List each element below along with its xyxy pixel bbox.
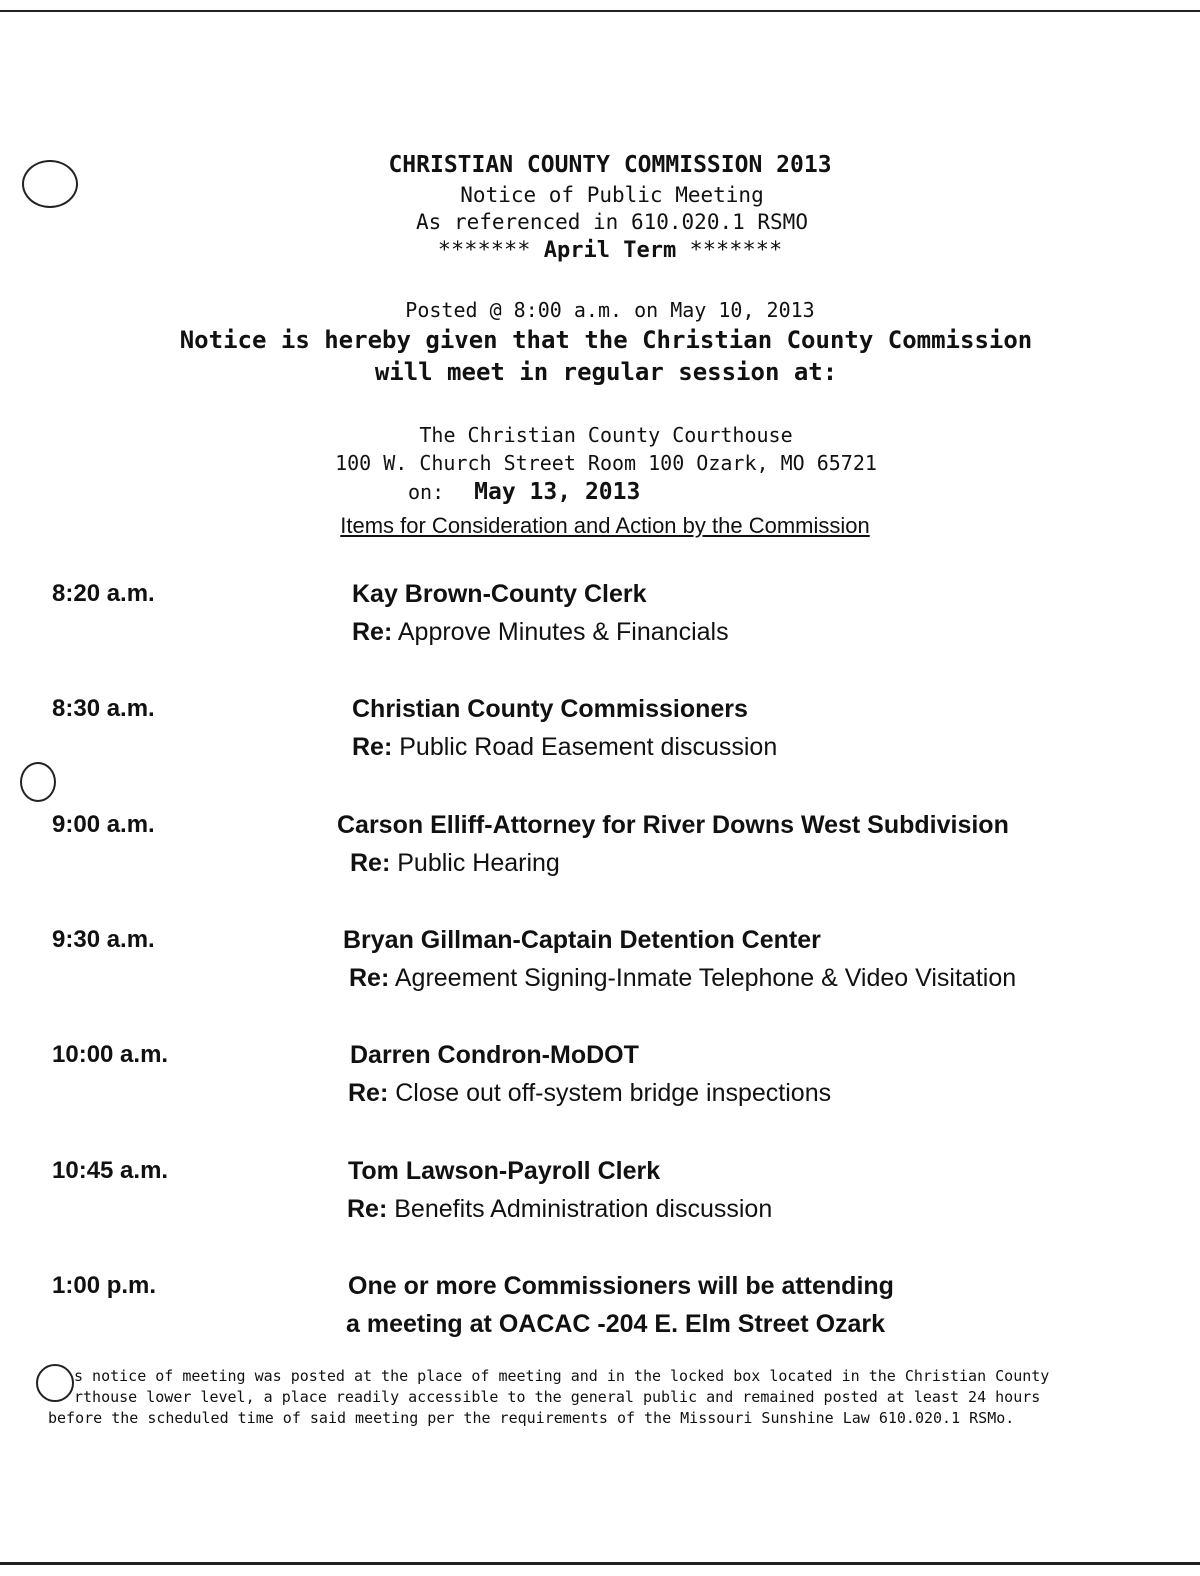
agenda-item — [0, 1157, 1200, 1237]
agenda-subject — [348, 1079, 831, 1108]
meeting-date-line — [408, 479, 640, 505]
agenda-time: 10:45 a.m. — [52, 1157, 169, 1184]
agenda-presenter: Carson Elliff-Attorney for River Downs West Subdivision — [337, 811, 1009, 839]
agenda-subject — [347, 1195, 772, 1224]
agenda-subject — [352, 618, 729, 647]
location-address: 100 W. Church Street Room 100 Ozark, MO 65721 — [335, 451, 877, 475]
agenda-item — [0, 695, 1200, 775]
re-label: Re: — [348, 1079, 389, 1107]
notice-line-2: will meet in regular session at: — [374, 358, 838, 386]
agenda-time: 9:30 a.m. — [52, 926, 155, 953]
agenda-time: 8:20 a.m. — [52, 580, 155, 607]
bottom-edge-rule — [0, 1562, 1200, 1565]
items-heading: Items for Consideration and Action by the Commission — [340, 513, 870, 538]
agenda-presenter: Darren Condron-MoDOT — [350, 1041, 639, 1069]
agenda-subject-text: Agreement Signing-Inmate Telephone & Video Visitation — [394, 964, 1017, 992]
agenda-subject-text: Approve Minutes & Financials — [397, 618, 729, 646]
top-edge-rule — [0, 10, 1200, 12]
footnote-line-3: before the scheduled time of said meeting per the requirements of the Missouri Sunshine Law 610.020.1 RSMo. — [48, 1409, 1015, 1427]
term-line — [10, 238, 1200, 263]
notice-line-1: Notice is hereby given that the Christian County Commission — [179, 326, 1033, 354]
agenda-time: 1:00 p.m. — [52, 1272, 157, 1299]
agenda-subject — [349, 964, 1016, 993]
re-label: Re: — [347, 1195, 388, 1223]
agenda-item — [0, 1272, 1200, 1352]
agenda-item — [0, 1041, 1200, 1121]
agenda-presenter: Kay Brown-County Clerk — [352, 580, 647, 608]
statute-reference: As referenced in 610.020.1 RSMO — [416, 210, 808, 234]
agenda-note-line-2: a meeting at OACAC -204 E. Elm Street Ozark — [346, 1310, 886, 1338]
term-stars-right: ******* — [689, 238, 783, 263]
term-stars-left: ******* — [437, 238, 531, 263]
agenda-time: 9:00 a.m. — [52, 811, 155, 838]
agenda-presenter: Christian County Commissioners — [352, 695, 748, 723]
re-label: Re: — [350, 849, 391, 877]
footnote-line-1: s notice of meeting was posted at the place of meeting and in the locked box located in the Christian County — [74, 1367, 1050, 1385]
re-label: Re: — [352, 618, 393, 646]
agenda-note-line-1: One or more Commissioners will be attending — [348, 1272, 894, 1300]
re-label: Re: — [349, 964, 390, 992]
posted-line: Posted @ 8:00 a.m. on May 10, 2013 — [405, 298, 815, 322]
re-label: Re: — [352, 733, 393, 761]
agenda-item — [0, 926, 1200, 1006]
document-title: CHRISTIAN COUNTY COMMISSION 2013 — [388, 152, 832, 178]
agenda-item — [0, 580, 1200, 660]
agenda-subject — [350, 849, 560, 878]
footnote-line-2: rthouse lower level, a place readily accessible to the general public and remained posted at least 24 hours — [74, 1388, 1041, 1406]
posting-footnote — [48, 1366, 1168, 1429]
agenda-subject-text: Public Road Easement discussion — [399, 733, 778, 761]
agenda-presenter: Bryan Gillman-Captain Detention Center — [343, 926, 821, 954]
meeting-date: May 13, 2013 — [474, 479, 641, 505]
agenda-subject-text: Close out off-system bridge inspections — [395, 1079, 832, 1107]
agenda-time: 8:30 a.m. — [52, 695, 155, 722]
agenda-subject — [352, 733, 777, 762]
agenda-subject-text: Benefits Administration discussion — [394, 1195, 773, 1223]
document-subtitle: Notice of Public Meeting — [460, 183, 764, 207]
agenda-time: 10:00 a.m. — [52, 1041, 169, 1068]
term-name: April Term — [543, 238, 677, 263]
location-name: The Christian County Courthouse — [419, 423, 793, 447]
agenda-item — [0, 811, 1200, 891]
on-label: on: — [408, 480, 445, 504]
agenda-presenter: Tom Lawson-Payroll Clerk — [348, 1157, 661, 1185]
agenda-subject-text: Public Hearing — [397, 849, 560, 877]
